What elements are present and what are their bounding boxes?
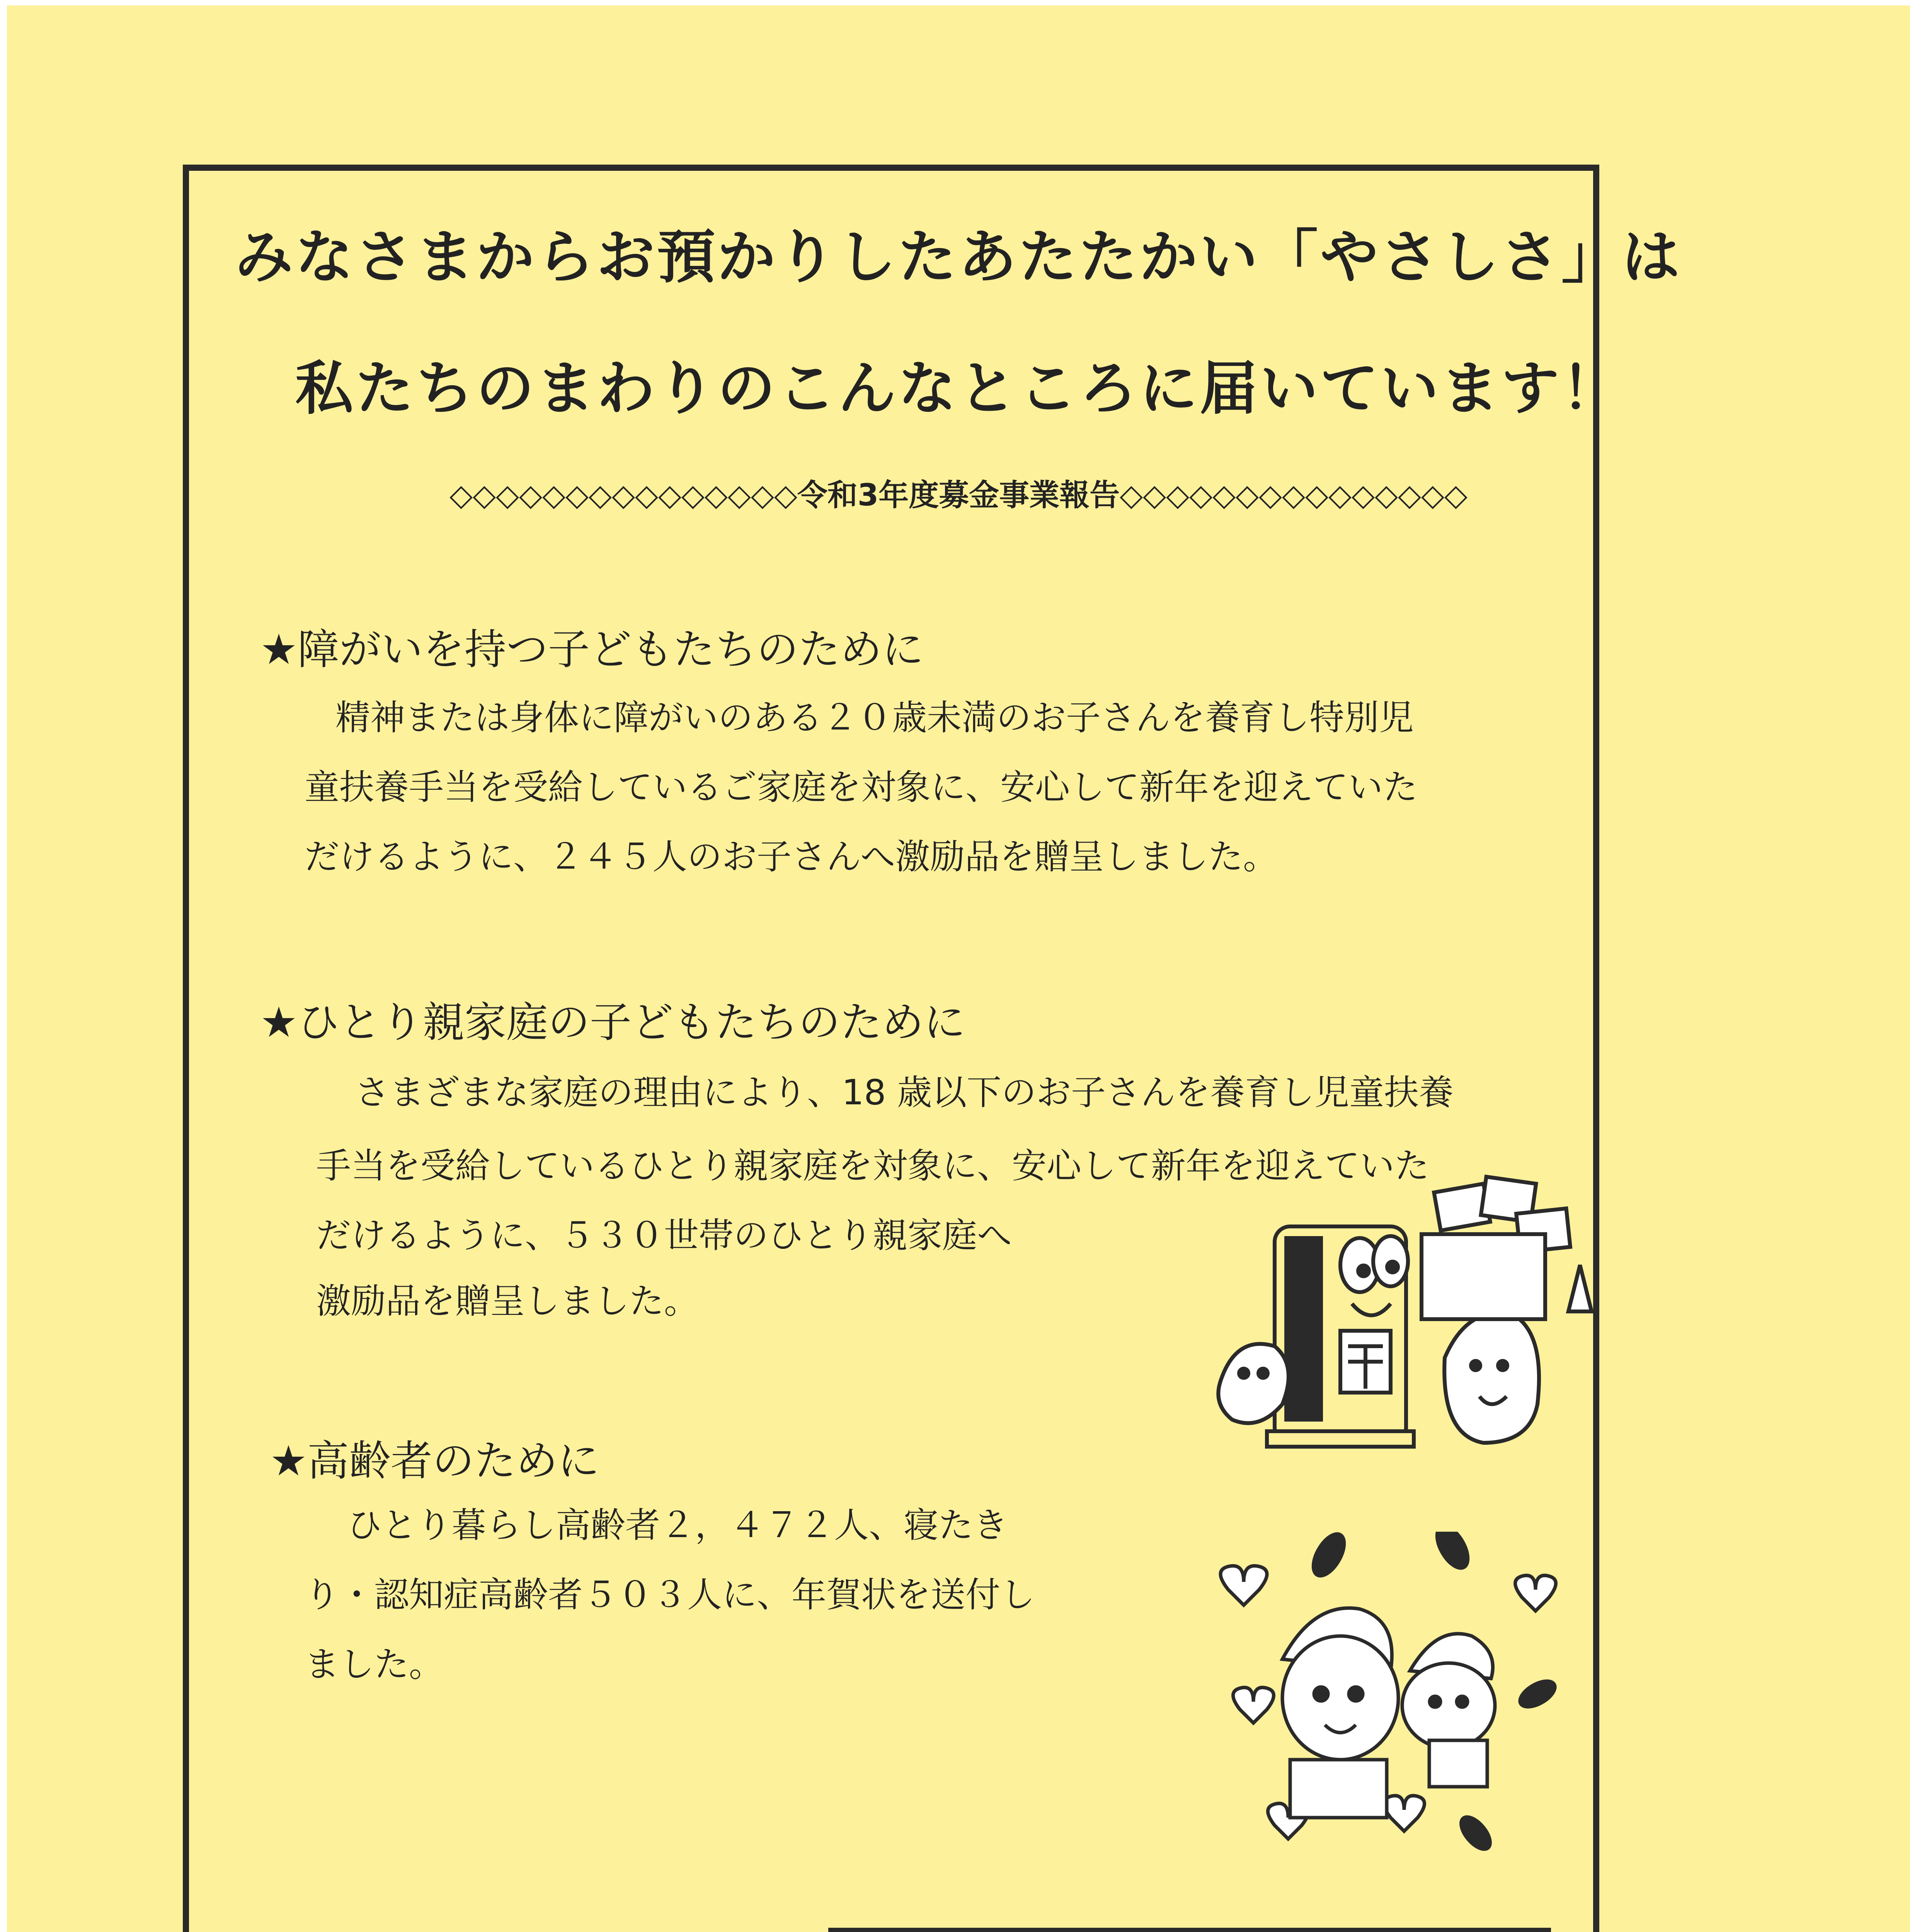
section-2-line: 手当を受給しているひとり親家庭を対象に、安心して新年を迎えていた — [316, 1146, 1429, 1186]
section-title-single-parent: ★ひとり親家庭の子どもたちのために — [260, 998, 965, 1047]
hearts-mascots-illustration — [1205, 1532, 1592, 1860]
section-3-line: ました。 — [305, 1644, 444, 1685]
section-title-elderly: ★高齢者のために — [270, 1437, 599, 1485]
section-2-line: だけるように、５３０世帯のひとり親家庭へ — [316, 1215, 1012, 1256]
section-1-line: 童扶養手当を受給しているご家庭を対象に、安心して新年を迎えていた — [305, 767, 1418, 808]
headline-line-2: 私たちのまわりのこんなところに届いています！ — [295, 355, 1622, 422]
section-2-line: さまざまな家庭の理由により、18 歳以下のお子さんを養育し児童扶養 — [355, 1072, 1454, 1113]
paper-sheet — [7, 5, 1910, 1932]
section-3-line: ひとり暮らし高齢者２，４７２人、寝たき — [347, 1505, 1008, 1546]
section-1-line: 精神または身体に障がいのある２０歳未満のお子さんを養育し特別児 — [335, 697, 1414, 738]
section-title-disabled-children: ★障がいを持つ子どもたちのために — [260, 626, 924, 674]
section-1-line: だけるように、２４５人のお子さんへ激励品を贈呈しました。 — [305, 837, 1278, 877]
message-bubble — [828, 1928, 1551, 1932]
section-3-line: り・認知症高齢者５０３人に、年賀状を送付し — [305, 1575, 1035, 1615]
section-2-line: 激励品を贈呈しました。 — [316, 1281, 699, 1321]
mailbox-mascots-illustration — [1197, 1165, 1603, 1474]
headline-line-1: みなさまからお預かりしたあたたかい「やさしさ」は — [235, 224, 1682, 291]
report-label: ◇◇◇◇◇◇◇◇◇◇◇◇◇◇◇令和3年度募金事業報告◇◇◇◇◇◇◇◇◇◇◇◇◇◇◇ — [449, 478, 1468, 513]
